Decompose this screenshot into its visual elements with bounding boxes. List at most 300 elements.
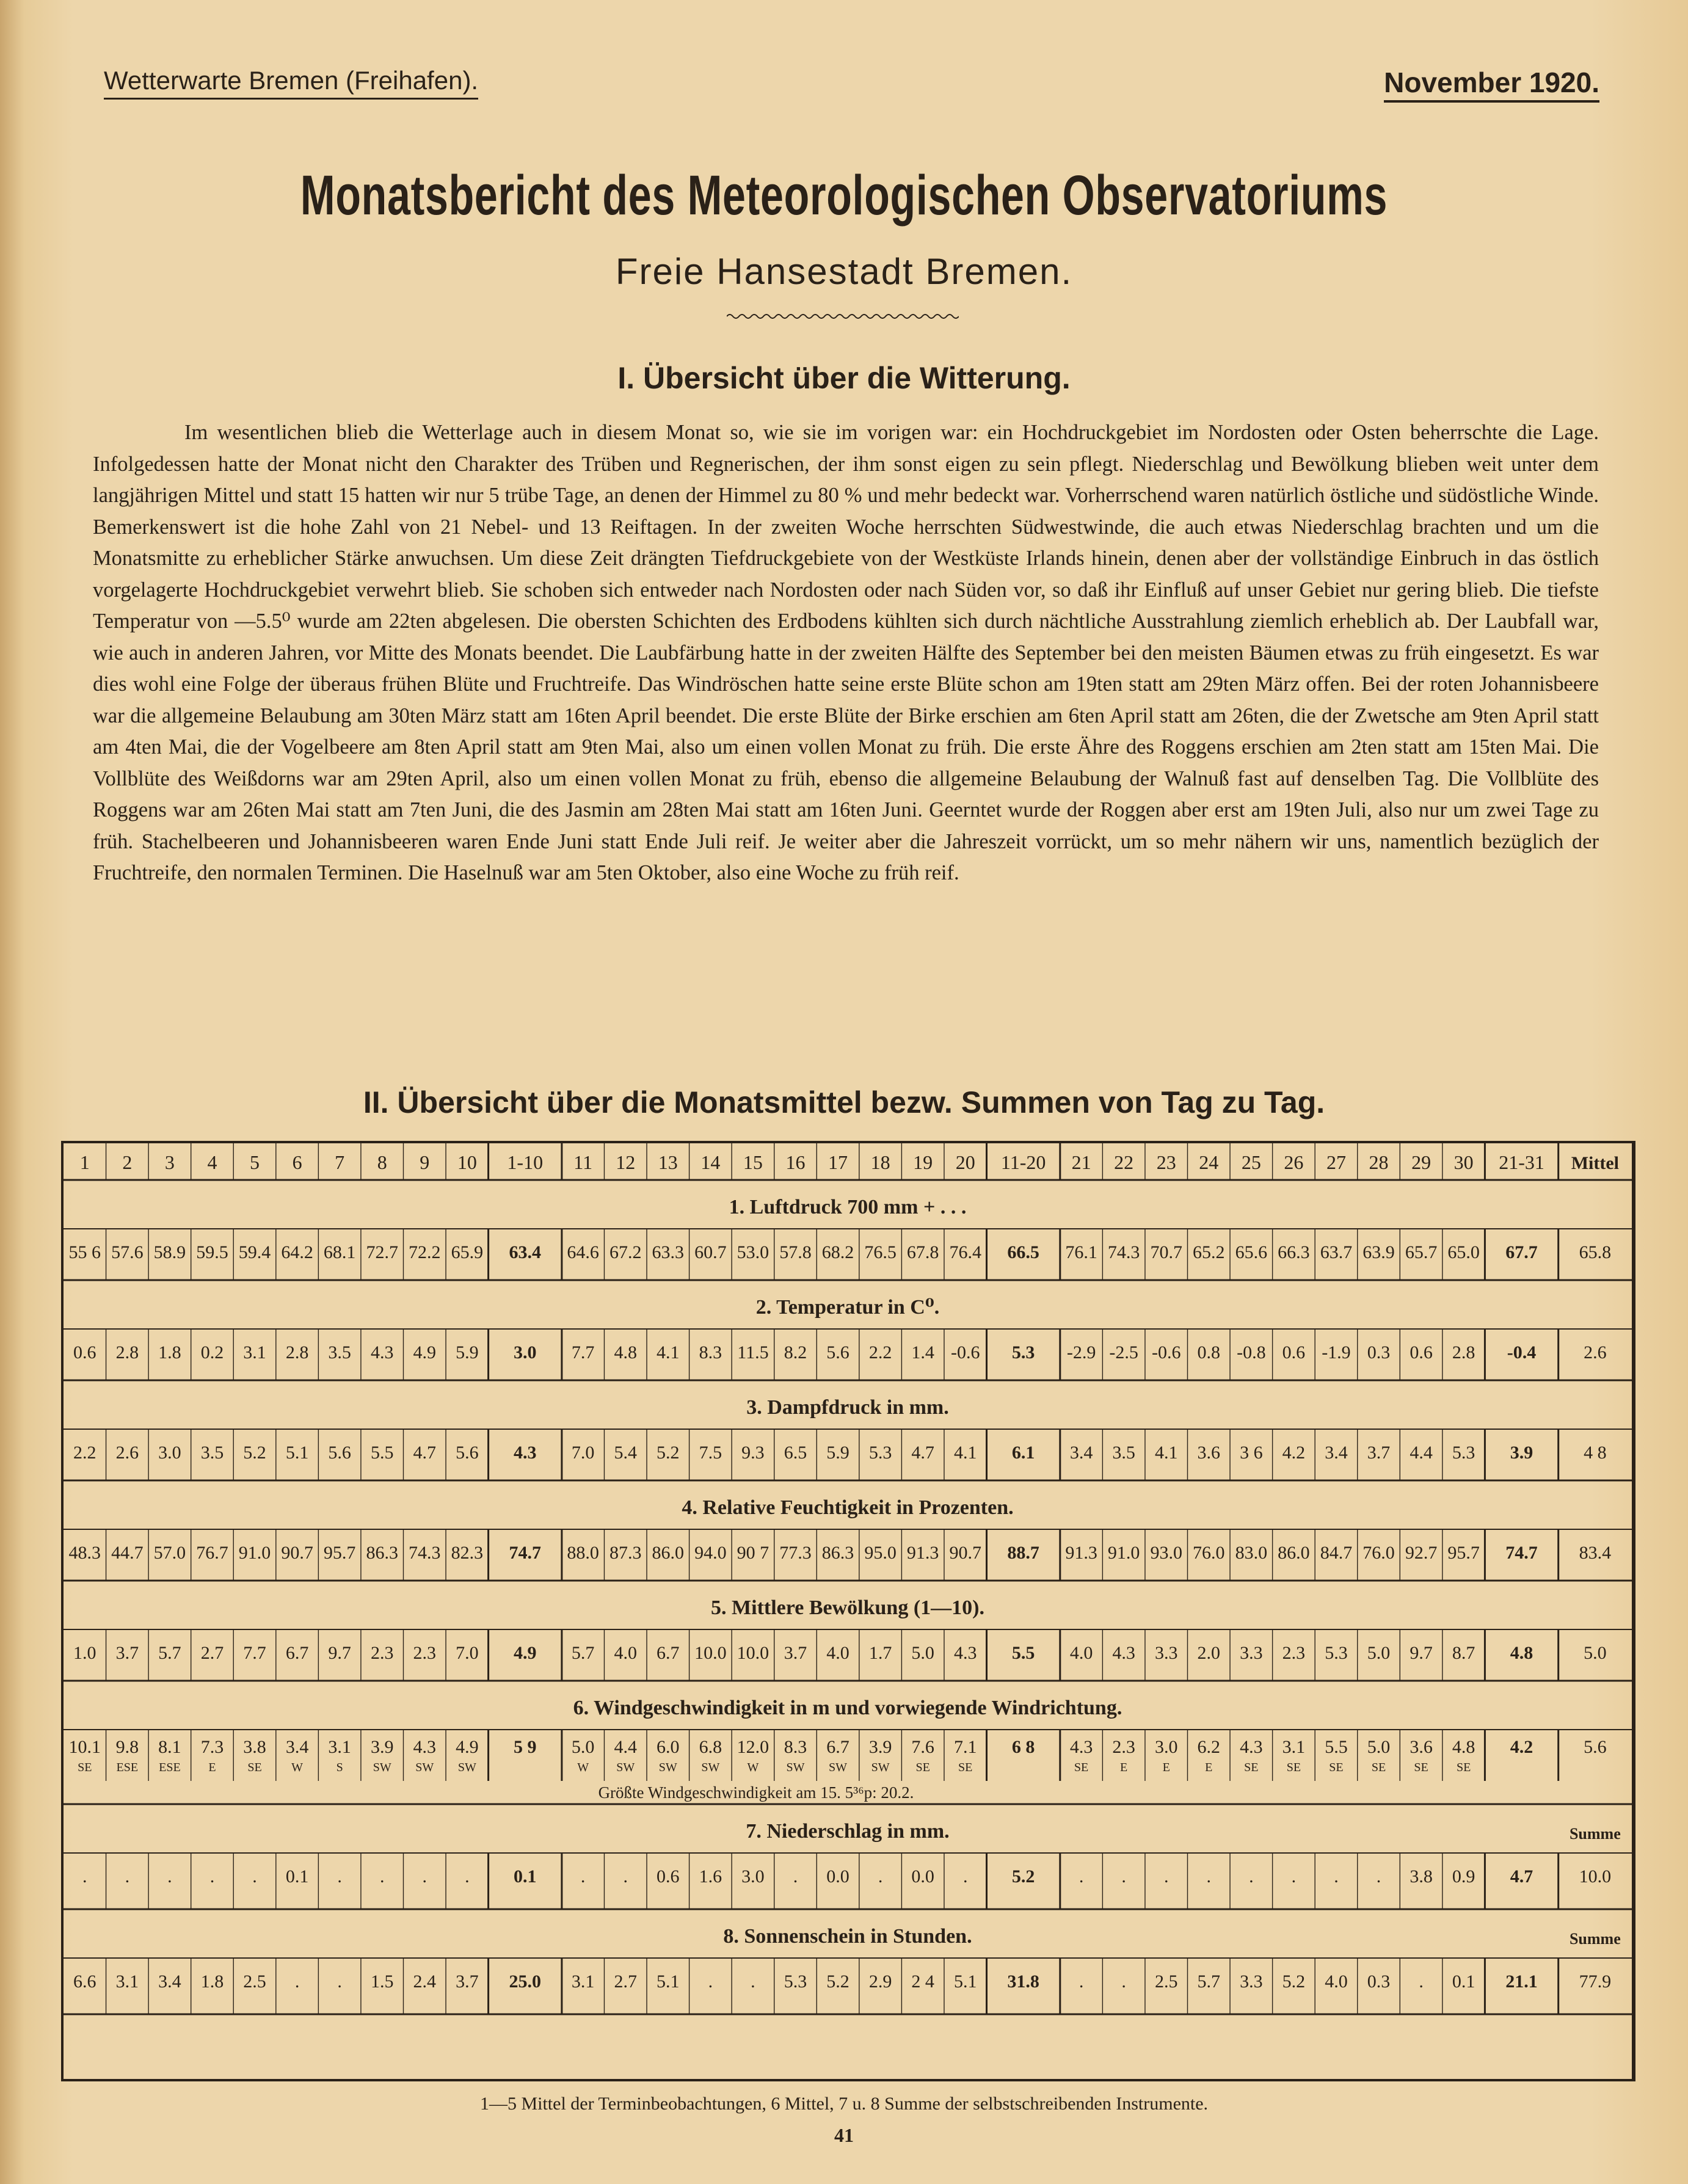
data-cell: 1.5 xyxy=(370,1971,394,1992)
data-cell: 4.9 xyxy=(456,1737,479,1757)
data-cell: 0.0 xyxy=(911,1866,934,1887)
data-cell: 1.6 xyxy=(699,1866,722,1887)
data-cell: . xyxy=(1121,1866,1126,1887)
data-cell: 72.2 xyxy=(409,1242,441,1262)
data-cell: 6 8 xyxy=(1011,1737,1035,1757)
data-cell: 8.7 xyxy=(1452,1643,1475,1663)
data-cell: 4.0 xyxy=(1069,1643,1093,1663)
data-cell: 7.0 xyxy=(571,1443,595,1463)
data-cell: 91.0 xyxy=(238,1543,271,1563)
data-cell: 72.7 xyxy=(366,1242,398,1262)
data-cell: 53.0 xyxy=(737,1242,769,1262)
data-cell: 10.1 xyxy=(68,1737,101,1757)
data-cell: 5.3 xyxy=(1452,1443,1475,1463)
data-cell: 4.8 xyxy=(1452,1737,1475,1757)
data-cell: 2.3 xyxy=(413,1643,437,1663)
data-cell: 5.7 xyxy=(571,1643,595,1663)
data-cell: 87.3 xyxy=(609,1543,642,1563)
wind-direction: SW xyxy=(871,1761,890,1774)
data-cell: . xyxy=(465,1866,470,1887)
data-cell: . xyxy=(793,1866,798,1887)
data-cell: 7.7 xyxy=(571,1342,595,1363)
data-cell: 3.9 xyxy=(370,1737,394,1757)
data-cell: 5.9 xyxy=(826,1443,849,1463)
data-cell: . xyxy=(167,1866,172,1887)
data-cell: 1.8 xyxy=(200,1971,224,1992)
data-cell: 4.3 xyxy=(514,1443,537,1463)
weather-overview-text: Im wesentlichen blieb die Wetterlage auch in diesem Monat so, wie sie im vorigen war: ein Hochdruckgebiet im Nordosten oder Osten beherrschte die Lage. Infolgedessen hatte der Monat nicht den Charakter des Trüben und Regnerischen, der ihm sonst eigen zu sein pflegt. Niederschlag und Bewölkung blieben weit unter dem langjährigen Mittel und statt 15 hatten wir nur 5 trübe Tage, an denen der Himmel zu 80 % und mehr bedeckt war. Vorherrschend waren natürlich östliche und südöstliche Winde. Bemerkenswert ist die hohe Zahl von 21 Nebel- und 13 Reiftagen. In der zweiten Woche herrschten Südwestwinde, die auch etwas Niederschlag brachten und um die Monatsmitte zu erheblicher Stärke anwuchsen. Um diese Zeit drängten Tiefdruckgebiete von der Westküste Irlands hinein, denen aber der vollständige Einbruch in das östlich vorgelagerte Hochdruckgebiet verwehrt blieb. Sie schoben sich entweder nach Nordosten oder nach Süden vor, so daß ihr Einfluß auf unser Gebiet nur gering blieb. Die tiefste Temperatur von —5.5⁰ wurde am 22ten abgelesen. Die obersten Schichten des Erdbodens kühlten sich durch nächtliche Ausstrahlung ziemlich erheblich ab. Der Laubfall war, wie auch in anderen Jahren, vor Mitte des Monats beendet. Die Laubfärbung hatte in der zweiten Hälfte des September bei den meisten Bäumen etwas zu früh eingesetzt. Es war dies wohl eine Folge der überaus frühen Blüte und Fruchtreife. Das Windröschen hatte seine erste Blüte schon am 19ten statt am 29ten März offen. Bei der roten Johannisbeere war die allgemeine Belaubung am 30ten März statt am 16ten April beendet. Die erste Blüte der Birke erschien am 6ten April statt am 26ten, die der Zwetsche am 9ten April statt am 4ten Mai, die der Vogelbeere am 8ten April statt am 9ten Mai, also um einen vollen Monat zu früh. Die erste Ähre des Roggens erschien am 2ten statt am 15ten Mai. Die Vollblüte des Weißdorns war am 29ten April, also um einen vollen Monat zu früh, ebenso die allgemeine Belaubung der Walnuß fast auf denselben Tag. Die Vollblüte des Roggens war am 26ten Mai statt am 7ten Juni, die des Jasmin am 28ten Mai statt am 16ten Juni. Geerntet wurde der Roggen aber erst am 19ten Juli, also nur um zwei Tage zu früh. Stachelbeeren und Johannisbeeren waren Ende Juni statt Ende Juli reif. Je weiter aber die Jahreszeit vorrückt, um so mehr nähern wir uns, namentlich bezüglich der Fruchtreife, den normalen Terminen. Die Haselnuß war am 5ten Oktober, also eine Woche zu früh reif. xyxy=(93,421,1599,884)
data-cell: 6.2 xyxy=(1197,1737,1221,1757)
data-cell: 3.5 xyxy=(200,1443,224,1463)
data-cell: . xyxy=(294,1971,300,1992)
data-cell: 5.0 xyxy=(1584,1643,1607,1663)
column-header: 21 xyxy=(1071,1151,1091,1173)
data-cell: 76.0 xyxy=(1362,1543,1395,1563)
data-cell: 9.7 xyxy=(328,1643,351,1663)
data-cell: 91.3 xyxy=(1065,1543,1097,1563)
data-cell: 31.8 xyxy=(1007,1971,1039,1992)
data-cell: . xyxy=(708,1971,713,1992)
data-cell: . xyxy=(962,1866,968,1887)
data-cell: 2.3 xyxy=(1282,1643,1306,1663)
data-cell: 4.4 xyxy=(1410,1443,1433,1463)
wind-direction: W xyxy=(577,1761,589,1774)
wind-note: Größte Windgeschwindigkeit am 15. 5³⁶p: 20.2. xyxy=(598,1783,914,1802)
data-cell: 2.0 xyxy=(1197,1643,1221,1663)
data-cell: . xyxy=(1121,1971,1126,1992)
data-cell: 63.4 xyxy=(509,1242,542,1262)
block-title: 7. Niederschlag in mm. xyxy=(746,1820,950,1843)
data-cell: 86.0 xyxy=(652,1543,685,1563)
data-cell: 9.8 xyxy=(115,1737,139,1757)
data-cell: 5.2 xyxy=(826,1971,849,1992)
column-header: 20 xyxy=(955,1151,975,1173)
data-cell: . xyxy=(337,1866,342,1887)
data-cell: 4.1 xyxy=(657,1342,680,1363)
wind-direction: SE xyxy=(1244,1761,1259,1774)
wind-direction: E xyxy=(208,1761,216,1774)
data-cell: 3.1 xyxy=(571,1971,595,1992)
data-cell: 2.8 xyxy=(115,1342,139,1363)
wind-direction: SW xyxy=(701,1761,720,1774)
wind-direction: E xyxy=(1205,1761,1213,1774)
data-cell: 3.9 xyxy=(1510,1443,1533,1463)
data-cell: 48.3 xyxy=(68,1543,101,1563)
data-cell: 2 4 xyxy=(911,1971,934,1992)
data-cell: 86.3 xyxy=(366,1543,398,1563)
wind-direction: SE xyxy=(1456,1761,1471,1774)
wind-direction: SW xyxy=(829,1761,848,1774)
column-header: 1-10 xyxy=(507,1151,544,1173)
data-cell: 4 8 xyxy=(1584,1443,1607,1463)
data-cell: 3.4 xyxy=(1325,1443,1348,1463)
data-cell: 70.7 xyxy=(1150,1242,1182,1262)
data-cell: . xyxy=(623,1866,628,1887)
data-cell: 4.3 xyxy=(370,1342,394,1363)
data-cell: . xyxy=(1079,1866,1084,1887)
column-header: 5 xyxy=(250,1151,260,1173)
wind-direction: SE xyxy=(1329,1761,1344,1774)
data-cell: 88.0 xyxy=(567,1543,599,1563)
wind-direction: SW xyxy=(457,1761,476,1774)
data-cell: 83.0 xyxy=(1235,1543,1268,1563)
data-cell: 5.6 xyxy=(1584,1737,1607,1757)
data-cell: 4.9 xyxy=(514,1643,537,1663)
data-cell: 2.9 xyxy=(868,1971,892,1992)
sum-label: Summe xyxy=(1569,1825,1621,1843)
data-cell: 0.2 xyxy=(200,1342,224,1363)
data-cell: 7.0 xyxy=(456,1643,479,1663)
data-cell: 5.6 xyxy=(328,1443,351,1463)
column-header: 16 xyxy=(785,1151,806,1173)
data-cell: 8.2 xyxy=(784,1342,807,1363)
data-cell: 65.2 xyxy=(1193,1242,1225,1262)
wind-direction: SE xyxy=(1286,1761,1301,1774)
data-cell: 2.5 xyxy=(1154,1971,1178,1992)
column-header: 18 xyxy=(870,1151,890,1173)
data-cell: 74.3 xyxy=(409,1543,441,1563)
data-cell: 65.6 xyxy=(1235,1242,1268,1262)
data-cell: 7.7 xyxy=(243,1643,266,1663)
wind-direction: W xyxy=(291,1761,304,1774)
data-cell: 2.5 xyxy=(243,1971,266,1992)
column-header: 4 xyxy=(207,1151,217,1173)
column-header: 15 xyxy=(743,1151,763,1173)
data-cell: 11.5 xyxy=(737,1342,769,1363)
data-cell: 6.6 xyxy=(73,1971,96,1992)
wind-direction: W xyxy=(747,1761,759,1774)
data-cell: 3.5 xyxy=(1112,1443,1135,1463)
data-cell: 0.3 xyxy=(1367,1971,1391,1992)
data-cell: 5.3 xyxy=(1325,1643,1348,1663)
data-cell: 4.8 xyxy=(1510,1643,1533,1663)
data-cell: 0.1 xyxy=(1452,1971,1475,1992)
report-date: November 1920. xyxy=(1384,66,1599,103)
data-cell: 76.0 xyxy=(1193,1543,1225,1563)
data-cell: 4.3 xyxy=(1240,1737,1263,1757)
section-2-heading: II. Übersicht über die Monatsmittel bezw. Summen von Tag zu Tag. xyxy=(363,1085,1325,1119)
data-cell: 4.4 xyxy=(614,1737,637,1757)
data-cell: 67.8 xyxy=(906,1242,939,1262)
data-cell: 68.2 xyxy=(821,1242,854,1262)
data-cell: 6.7 xyxy=(285,1643,309,1663)
data-cell: 3.7 xyxy=(115,1643,139,1663)
sum-label: Summe xyxy=(1569,1930,1621,1948)
column-header: 25 xyxy=(1241,1151,1261,1173)
data-cell: . xyxy=(209,1866,215,1887)
wind-direction: SW xyxy=(786,1761,805,1774)
data-cell: 0.6 xyxy=(657,1866,680,1887)
data-cell: 76.1 xyxy=(1065,1242,1097,1262)
column-header: 6 xyxy=(292,1151,302,1173)
data-cell: 91.0 xyxy=(1107,1543,1140,1563)
data-cell: 5.5 xyxy=(1325,1737,1348,1757)
data-cell: . xyxy=(1419,1971,1424,1992)
data-cell: 90 7 xyxy=(737,1543,769,1563)
data-cell: 4.7 xyxy=(1510,1866,1533,1887)
block-title: 3. Dampfdruck in mm. xyxy=(746,1396,949,1419)
data-cell: . xyxy=(1163,1866,1169,1887)
data-cell: 9.7 xyxy=(1410,1643,1433,1663)
data-cell: 3.0 xyxy=(741,1866,765,1887)
data-cell: -2.5 xyxy=(1109,1342,1138,1363)
data-cell: 5.0 xyxy=(911,1643,934,1663)
column-header: 13 xyxy=(658,1151,678,1173)
data-cell: 4.7 xyxy=(911,1443,934,1463)
data-cell: 77.3 xyxy=(779,1543,812,1563)
wind-direction: SW xyxy=(415,1761,434,1774)
data-cell: 6.1 xyxy=(1011,1443,1035,1463)
data-cell: 6.0 xyxy=(657,1737,680,1757)
data-cell: 5.1 xyxy=(657,1971,680,1992)
data-cell: 4.3 xyxy=(413,1737,437,1757)
data-cell: -0.6 xyxy=(950,1342,980,1363)
data-cell: 4.3 xyxy=(953,1643,977,1663)
data-cell: 5.1 xyxy=(953,1971,977,1992)
data-cell: 4.0 xyxy=(1325,1971,1348,1992)
column-header: 21-31 xyxy=(1499,1151,1544,1173)
data-cell: 7.5 xyxy=(699,1443,722,1463)
data-cell: 3.0 xyxy=(514,1342,537,1363)
data-cell: 2.6 xyxy=(115,1443,139,1463)
data-cell: 10.0 xyxy=(1579,1866,1612,1887)
data-cell: 65.8 xyxy=(1579,1242,1612,1262)
data-cell: 63.3 xyxy=(652,1242,685,1262)
data-cell: 0.8 xyxy=(1197,1342,1221,1363)
column-header: 24 xyxy=(1199,1151,1219,1173)
data-cell: 1.4 xyxy=(911,1342,934,1363)
page-number: 41 xyxy=(834,2124,854,2146)
data-cell: 60.7 xyxy=(694,1242,727,1262)
data-cell: 76.4 xyxy=(949,1242,981,1262)
column-header: 8 xyxy=(377,1151,387,1173)
data-cell: 64.6 xyxy=(567,1242,599,1262)
data-cell: 74.3 xyxy=(1107,1242,1140,1262)
data-cell: 44.7 xyxy=(111,1543,144,1563)
column-header: 27 xyxy=(1326,1151,1346,1173)
monthly-table xyxy=(61,1141,1635,2081)
data-cell: 3.5 xyxy=(328,1342,351,1363)
data-cell: 4.1 xyxy=(1154,1443,1178,1463)
data-cell: 84.7 xyxy=(1320,1543,1353,1563)
data-cell: 5.6 xyxy=(456,1443,479,1463)
data-cell: 3.8 xyxy=(1410,1866,1433,1887)
column-header: 19 xyxy=(913,1151,933,1173)
data-cell: 77.9 xyxy=(1579,1971,1612,1992)
data-cell: 64.2 xyxy=(281,1242,313,1262)
data-cell: 3.1 xyxy=(328,1737,351,1757)
data-cell: 12.0 xyxy=(737,1737,769,1757)
data-cell: 59.4 xyxy=(238,1242,271,1262)
data-cell: . xyxy=(379,1866,385,1887)
data-cell: 3.4 xyxy=(285,1737,309,1757)
data-cell: 4.0 xyxy=(826,1643,849,1663)
data-cell: . xyxy=(422,1866,427,1887)
data-cell: -0.8 xyxy=(1237,1342,1266,1363)
data-cell: 0.6 xyxy=(1410,1342,1433,1363)
data-cell: 65.7 xyxy=(1405,1242,1438,1262)
data-cell: 65.9 xyxy=(451,1242,484,1262)
data-cell: 5 9 xyxy=(514,1737,537,1757)
block-title: 6. Windgeschwindigkeit in m und vorwiegende Windrichtung. xyxy=(573,1697,1122,1719)
data-cell: 0.1 xyxy=(285,1866,309,1887)
data-cell: 2.6 xyxy=(1584,1342,1607,1363)
column-header: 11-20 xyxy=(1000,1151,1046,1173)
data-cell: . xyxy=(1376,1866,1381,1887)
block-title: 4. Relative Feuchtigkeit in Prozenten. xyxy=(682,1496,1014,1519)
data-cell: 94.0 xyxy=(694,1543,727,1563)
data-cell: 9.3 xyxy=(741,1443,765,1463)
data-cell: 5.7 xyxy=(158,1643,181,1663)
data-cell: -2.9 xyxy=(1066,1342,1096,1363)
data-cell: 3.3 xyxy=(1240,1971,1263,1992)
data-cell: 65.0 xyxy=(1447,1242,1480,1262)
column-header: 10 xyxy=(457,1151,477,1173)
data-cell: 3.6 xyxy=(1410,1737,1433,1757)
data-cell: 76.5 xyxy=(864,1242,897,1262)
data-cell: . xyxy=(1291,1866,1297,1887)
data-cell: 3.7 xyxy=(1367,1443,1391,1463)
column-header: 14 xyxy=(700,1151,721,1173)
data-cell: 83.4 xyxy=(1579,1543,1612,1563)
data-cell: 25.0 xyxy=(509,1971,542,1992)
wind-direction: SW xyxy=(373,1761,391,1774)
column-header: 30 xyxy=(1453,1151,1474,1173)
data-cell: 63.7 xyxy=(1320,1242,1353,1262)
data-cell: 0.6 xyxy=(1282,1342,1306,1363)
data-cell: 0.6 xyxy=(73,1342,96,1363)
data-cell: 10.0 xyxy=(694,1643,727,1663)
data-cell: 0.3 xyxy=(1367,1342,1391,1363)
wind-direction: SE xyxy=(1371,1761,1386,1774)
data-cell: 2.4 xyxy=(413,1971,437,1992)
column-header: 28 xyxy=(1369,1151,1389,1173)
data-cell: 59.5 xyxy=(196,1242,228,1262)
data-cell: 88.7 xyxy=(1007,1543,1039,1563)
data-cell: 5.0 xyxy=(1367,1643,1391,1663)
data-cell: 5.2 xyxy=(243,1443,266,1463)
column-header: 7 xyxy=(335,1151,345,1173)
wind-direction: SW xyxy=(658,1761,677,1774)
data-cell: . xyxy=(1206,1866,1212,1887)
data-cell: 66.5 xyxy=(1007,1242,1039,1262)
table-footnote: 1—5 Mittel der Terminbeobachtungen, 6 Mittel, 7 u. 8 Summe der selbstschreibenden Instrumente. xyxy=(479,2094,1209,2114)
page-title: Monatsbericht des Meteorologischen Observatoriums xyxy=(300,164,1388,227)
data-cell: . xyxy=(878,1866,883,1887)
data-cell: 3.9 xyxy=(868,1737,892,1757)
data-cell: 55 6 xyxy=(68,1242,101,1262)
data-cell: 3 6 xyxy=(1240,1443,1263,1463)
wind-direction: SE xyxy=(247,1761,262,1774)
data-cell: 2.8 xyxy=(1452,1342,1475,1363)
data-cell: 4.2 xyxy=(1510,1737,1533,1757)
data-cell: 86.3 xyxy=(821,1543,854,1563)
data-cell: -0.6 xyxy=(1151,1342,1181,1363)
data-cell: 6.8 xyxy=(699,1737,722,1757)
data-cell: 67.7 xyxy=(1505,1242,1538,1262)
data-cell: 5.9 xyxy=(456,1342,479,1363)
data-cell: 5.3 xyxy=(1011,1342,1035,1363)
data-cell: 6.5 xyxy=(784,1443,807,1463)
wind-direction: SE xyxy=(78,1761,92,1774)
data-cell: 90.7 xyxy=(281,1543,313,1563)
data-cell: . xyxy=(1249,1866,1254,1887)
data-cell: . xyxy=(252,1866,257,1887)
data-cell: 1.7 xyxy=(868,1643,892,1663)
data-cell: 93.0 xyxy=(1150,1543,1182,1563)
data-cell: 1.0 xyxy=(73,1643,96,1663)
data-cell: 5.0 xyxy=(571,1737,595,1757)
column-header: 9 xyxy=(420,1151,430,1173)
column-header: 11 xyxy=(573,1151,593,1173)
column-header: Mittel xyxy=(1571,1153,1619,1173)
data-cell: 66.3 xyxy=(1278,1242,1310,1262)
data-cell: . xyxy=(1334,1866,1339,1887)
block-title: 5. Mittlere Bewölkung (1—10). xyxy=(711,1596,984,1619)
data-cell: 2.2 xyxy=(73,1443,96,1463)
data-cell: . xyxy=(1079,1971,1084,1992)
data-cell: 4.2 xyxy=(1282,1443,1306,1463)
data-cell: 92.7 xyxy=(1405,1543,1438,1563)
block-title: 8. Sonnenschein in Stunden. xyxy=(723,1925,972,1948)
data-cell: . xyxy=(580,1866,586,1887)
data-cell: 57.6 xyxy=(111,1242,144,1262)
data-cell: 4.3 xyxy=(1069,1737,1093,1757)
data-cell: 3.3 xyxy=(1240,1643,1263,1663)
data-cell: 3.3 xyxy=(1154,1643,1178,1663)
wind-direction: SE xyxy=(915,1761,930,1774)
data-cell: 0.9 xyxy=(1452,1866,1475,1887)
data-cell: 5.2 xyxy=(1011,1866,1035,1887)
data-cell: 95.7 xyxy=(1447,1543,1480,1563)
data-cell: 5.4 xyxy=(614,1443,637,1463)
column-header: 12 xyxy=(616,1151,636,1173)
column-header: 1 xyxy=(79,1151,90,1173)
data-cell: 0.1 xyxy=(514,1866,537,1887)
block-title: 2. Temperatur in C⁰. xyxy=(755,1296,940,1319)
data-cell: 57.8 xyxy=(779,1242,812,1262)
data-cell: 7.6 xyxy=(911,1737,934,1757)
column-header: 17 xyxy=(828,1151,848,1173)
data-cell: 95.7 xyxy=(323,1543,356,1563)
data-cell: 74.7 xyxy=(509,1543,542,1563)
data-cell: 2.2 xyxy=(868,1342,892,1363)
data-cell: 5.3 xyxy=(784,1971,807,1992)
column-header: 23 xyxy=(1156,1151,1176,1173)
wind-direction: ESE xyxy=(159,1761,181,1774)
data-cell: 2.3 xyxy=(1112,1737,1135,1757)
wind-direction: S xyxy=(336,1761,343,1774)
data-cell: 90.7 xyxy=(949,1543,981,1563)
data-cell: 3.7 xyxy=(456,1971,479,1992)
block-title: 1. Luftdruck 700 mm + . . . xyxy=(729,1196,967,1218)
data-cell: 4.8 xyxy=(614,1342,637,1363)
data-cell: 8.1 xyxy=(158,1737,181,1757)
data-cell: 3.0 xyxy=(1154,1737,1178,1757)
data-cell: 91.3 xyxy=(906,1543,939,1563)
data-cell: 3.1 xyxy=(115,1971,139,1992)
data-cell: 3.4 xyxy=(158,1971,181,1992)
data-cell: 4.7 xyxy=(413,1443,437,1463)
data-cell: 2.7 xyxy=(200,1643,224,1663)
data-cell: 3.0 xyxy=(158,1443,181,1463)
data-cell: 7.1 xyxy=(953,1737,977,1757)
data-cell: 4.9 xyxy=(413,1342,437,1363)
monthly-table-grid xyxy=(64,1143,1632,2079)
wind-direction: SE xyxy=(1074,1761,1089,1774)
data-cell: 5.7 xyxy=(1197,1971,1221,1992)
wind-direction: ESE xyxy=(116,1761,139,1774)
